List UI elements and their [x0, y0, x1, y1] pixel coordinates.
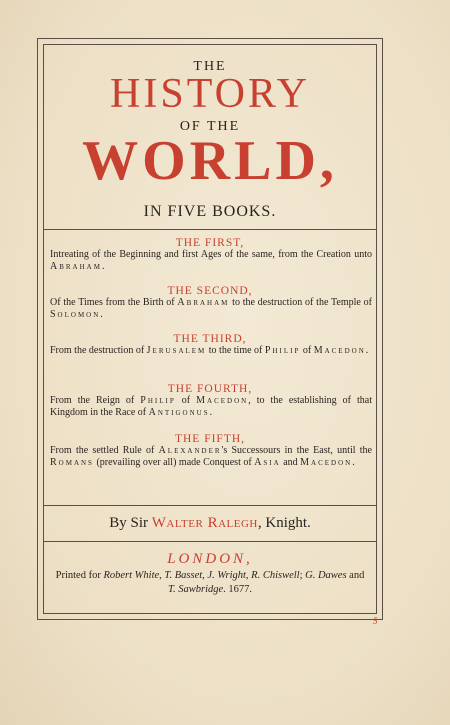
text-run: .	[365, 345, 369, 356]
section-text	[44, 395, 376, 419]
title-world: WORLD,	[82, 130, 338, 192]
rule-above-imprint	[44, 541, 376, 542]
imprint-year: . 1677.	[223, 584, 253, 595]
rule-above-byline	[44, 505, 376, 506]
imprint-printers	[44, 569, 376, 597]
section-heading: THE SECOND,	[167, 285, 253, 297]
name-run: Antigonus	[148, 407, 210, 418]
name-run: Abraham	[50, 261, 102, 272]
section-third	[44, 333, 376, 357]
name-run: Philip	[140, 395, 176, 406]
name-run: Macedon	[313, 345, 366, 356]
section-text	[44, 249, 376, 273]
text-run: Of the Times from the Birth of	[50, 297, 178, 308]
text-run: and	[280, 457, 301, 468]
text-run: Intreating of the Beginning and first Ages of the same, from the Creation unto	[50, 249, 372, 260]
section-heading: THE THIRD,	[173, 333, 247, 345]
folio-mark: 5	[373, 616, 378, 626]
separator: ,	[245, 570, 252, 581]
section-first	[44, 237, 376, 273]
name-run: Macedon	[300, 457, 353, 468]
name-run: Solomon	[50, 309, 101, 320]
name-run: Jerusalem	[146, 345, 207, 356]
section-heading: THE FOURTH,	[167, 383, 253, 395]
byline	[44, 515, 376, 532]
printer-name: G. Dawes	[305, 570, 347, 581]
text-run: , to the establishing of that Kingdom in the Race of	[50, 395, 372, 418]
printer-name: Robert White	[103, 570, 160, 581]
text-run: From the settled Rule of	[50, 445, 159, 456]
title-of-the: OF THE	[179, 119, 241, 134]
byline-by: By Sir	[109, 515, 152, 531]
name-run: Romans	[50, 457, 94, 468]
printer-name: R. Chiswell	[251, 570, 300, 581]
inner-border	[43, 44, 377, 614]
separator: ;	[299, 570, 306, 581]
section-second	[44, 285, 376, 321]
text-run: From the Reign of	[50, 395, 141, 406]
title-the: THE	[193, 59, 227, 74]
byline-suffix: , Knight.	[257, 515, 311, 531]
text-run: .	[352, 457, 355, 468]
text-run: to the time of	[206, 345, 265, 356]
rule-top	[44, 229, 376, 230]
text-run: (prevailing over all) made Conquest of	[93, 457, 255, 468]
section-heading: THE FIFTH,	[174, 433, 246, 445]
section-text	[44, 345, 376, 357]
printer-name: T. Basset	[164, 570, 203, 581]
name-run: Asia	[254, 457, 281, 468]
name-run: Macedon	[196, 395, 249, 406]
section-fourth	[44, 383, 376, 419]
separator: ,	[159, 570, 165, 581]
name-run: Alexander	[158, 445, 222, 456]
text-run: From the destruction of	[50, 345, 147, 356]
text-run: .	[100, 309, 103, 320]
section-text	[44, 297, 376, 321]
name-run: Abraham	[177, 297, 230, 308]
outer-border	[37, 38, 383, 620]
title-history: HISTORY	[110, 71, 310, 117]
author-name: Walter Ralegh	[151, 515, 258, 531]
section-fifth	[44, 433, 376, 469]
text-run: to the destruction of the Temple of	[229, 297, 372, 308]
separator: ,	[202, 570, 208, 581]
text-run: of	[300, 345, 314, 356]
section-text	[44, 445, 376, 469]
title-in-five-books: IN FIVE BOOKS.	[143, 203, 277, 220]
printer-name: J. Wright	[207, 570, 246, 581]
printed-for: Printed for	[55, 570, 104, 581]
text-run: .	[209, 407, 213, 418]
section-heading: THE FIRST,	[175, 237, 245, 249]
imprint-place: LONDON,	[167, 551, 253, 567]
name-run: Philip	[264, 345, 301, 356]
separator: and	[346, 570, 365, 581]
text-run: 's Successours in the East, until the	[221, 445, 372, 456]
text-run: .	[101, 261, 105, 272]
text-run: of	[175, 395, 197, 406]
printer-name: T. Sawbridge	[167, 584, 224, 595]
